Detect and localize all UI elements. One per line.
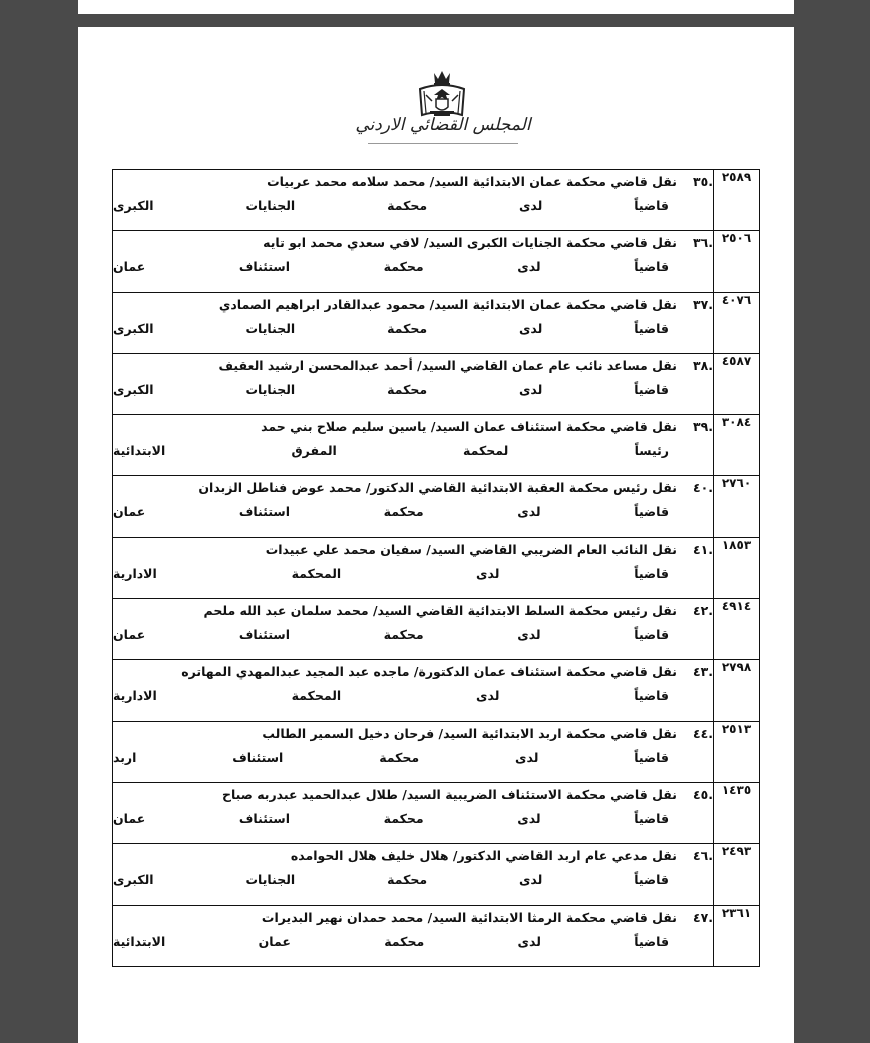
judge-number: ٢٧٩٨ — [714, 660, 760, 721]
transfer-line — [113, 599, 713, 623]
new-role-text: قاضياً لدى محكمة استئناف عمان — [113, 810, 669, 826]
judge-number: ٢٥٠٦ — [714, 231, 760, 292]
table-row — [113, 476, 760, 537]
sequence-number: .٤٢ — [692, 603, 713, 619]
judge-number: ٢٥٨٩ — [714, 170, 760, 231]
transfer-cell — [113, 782, 714, 843]
transfer-line — [113, 538, 713, 562]
new-role-text: قاضياً لدى المحكمة الادارية — [113, 565, 669, 581]
transfer-line — [113, 231, 713, 255]
transfer-line — [113, 293, 713, 317]
new-role-text: قاضياً لدى محكمة استئناف عمان — [113, 504, 669, 520]
judge-number: ٣٠٨٤ — [714, 415, 760, 476]
sequence-number: .٤٧ — [692, 909, 713, 925]
transfer-cell — [113, 660, 714, 721]
new-role-text: قاضياً لدى محكمة استئناف عمان — [113, 259, 669, 275]
judge-number: ١٨٥٣ — [714, 537, 760, 598]
sequence-number: .٣٦ — [692, 235, 713, 251]
transfer-cell — [113, 353, 714, 414]
transfer-line — [113, 660, 713, 684]
transfer-text: نقل النائب العام الضريبي القاضي السيد/ سفيان محمد علي عبيدات — [265, 541, 677, 557]
table-row — [113, 170, 760, 231]
previous-page-edge — [78, 0, 794, 14]
transfer-text: نقل قاضي محكمة الجنايات الكبرى السيد/ لافي سعدي محمد ابو تايه — [263, 235, 677, 251]
new-role-text: قاضياً لدى محكمة استئناف عمان — [113, 627, 669, 643]
table-row — [113, 353, 760, 414]
sequence-number: .٤٣ — [692, 664, 713, 680]
table-row — [113, 599, 760, 660]
sequence-number: .٤٠ — [692, 480, 713, 496]
transfer-cell — [113, 292, 714, 353]
judge-number: ٢٧٦٠ — [714, 476, 760, 537]
transfer-text: نقل قاضي محكمة استئناف عمان الدكتورة/ ماجده عبد المجيد عبدالمهدي المهاتره — [181, 664, 677, 680]
transfer-text: نقل مدعي عام اربد القاضي الدكتور/ هلال خليف هلال الحوامده — [290, 848, 677, 864]
transfer-line — [113, 415, 713, 439]
table-row — [113, 782, 760, 843]
transfer-line — [113, 906, 713, 930]
transfer-text: نقل رئيس محكمة السلط الابتدائية القاضي السيد/ محمد سلمان عبد الله ملحم — [203, 603, 677, 619]
transfer-text: نقل قاضي محكمة عمان الابتدائية السيد/ محمد سلامه محمد عربيات — [267, 174, 677, 189]
letterhead — [78, 27, 794, 167]
sequence-number: .٤١ — [692, 541, 713, 557]
table-row — [113, 231, 760, 292]
transfer-text: نقل مساعد نائب عام عمان القاضي السيد/ أحمد عبدالمحسن ارشيد العقيف — [218, 357, 677, 373]
new-role-text: قاضياً لدى محكمة الجنايات الكبرى — [113, 872, 669, 888]
transfer-text: نقل قاضي محكمة الاستئناف الضريبية السيد/ طلال عبدالحميد عبدربه صباح — [221, 786, 677, 802]
transfer-cell — [113, 599, 714, 660]
table-row — [113, 721, 760, 782]
transfer-cell — [113, 905, 714, 966]
new-role-text: قاضياً لدى محكمة عمان الابتدائية — [113, 933, 669, 949]
document-page — [78, 27, 794, 1043]
judge-number: ٢٤٩٣ — [714, 844, 760, 905]
council-name: المجلس القضائي الاردني — [355, 115, 531, 135]
transfer-line — [113, 844, 713, 868]
new-role-text: قاضياً لدى محكمة الجنايات الكبرى — [113, 198, 669, 213]
transfer-line — [113, 354, 713, 378]
table-row — [113, 660, 760, 721]
sequence-number: .٤٤ — [692, 725, 713, 741]
transfer-cell — [113, 721, 714, 782]
transfer-cell — [113, 844, 714, 905]
transfer-line — [113, 476, 713, 500]
table-row — [113, 415, 760, 476]
table-row — [113, 537, 760, 598]
new-role-text: قاضياً لدى محكمة الجنايات الكبرى — [113, 381, 669, 397]
letterhead-divider — [368, 143, 518, 144]
judge-number: ٤٥٨٧ — [714, 353, 760, 414]
sequence-number: .٤٦ — [692, 848, 713, 864]
transfer-text: نقل قاضي محكمة عمان الابتدائية السيد/ محمود عبدالقادر ابراهيم الصمادي — [218, 296, 677, 312]
table-row — [113, 905, 760, 966]
judge-number: ٢٥١٣ — [714, 721, 760, 782]
sequence-number: .٣٨ — [692, 357, 713, 373]
sequence-number: .٣٥ — [692, 174, 713, 189]
transfer-text: نقل رئيس محكمة العقبة الابتدائية القاضي الدكتور/ محمد عوض فناطل الزبدان — [198, 480, 677, 496]
transfer-cell — [113, 476, 714, 537]
transfers-table — [112, 169, 760, 967]
judge-number: ٢٣٦١ — [714, 905, 760, 966]
new-role-text: رئيساً لمحكمة المفرق الابتدائية — [113, 443, 669, 459]
table-row — [113, 292, 760, 353]
transfer-cell — [113, 415, 714, 476]
transfer-line — [113, 722, 713, 746]
transfer-cell — [113, 537, 714, 598]
transfer-text: نقل قاضي محكمة الرمثا الابتدائية السيد/ محمد حمدان نهير البديرات — [261, 909, 677, 925]
sequence-number: .٣٧ — [692, 296, 713, 312]
judge-number: ٤٠٧٦ — [714, 292, 760, 353]
table-row — [113, 844, 760, 905]
transfer-cell — [113, 231, 714, 292]
sequence-number: .٤٥ — [692, 786, 713, 802]
transfer-text: نقل قاضي محكمة استئناف عمان السيد/ ياسين سليم صلاح بني حمد — [261, 419, 677, 435]
judge-number: ٤٩١٤ — [714, 599, 760, 660]
new-role-text: قاضياً لدى محكمة الجنايات الكبرى — [113, 320, 669, 336]
judge-number: ١٤٣٥ — [714, 782, 760, 843]
transfer-text: نقل قاضي محكمة اربد الابتدائية السيد/ فرحان دخيل السمير الطالب — [262, 725, 677, 741]
new-role-text: قاضياً لدى المحكمة الادارية — [113, 688, 669, 704]
new-role-text: قاضياً لدى محكمة استئناف اربد — [113, 749, 669, 765]
transfer-cell — [113, 170, 714, 231]
transfer-line — [113, 783, 713, 807]
transfer-line — [113, 170, 713, 194]
sequence-number: .٣٩ — [692, 419, 713, 435]
